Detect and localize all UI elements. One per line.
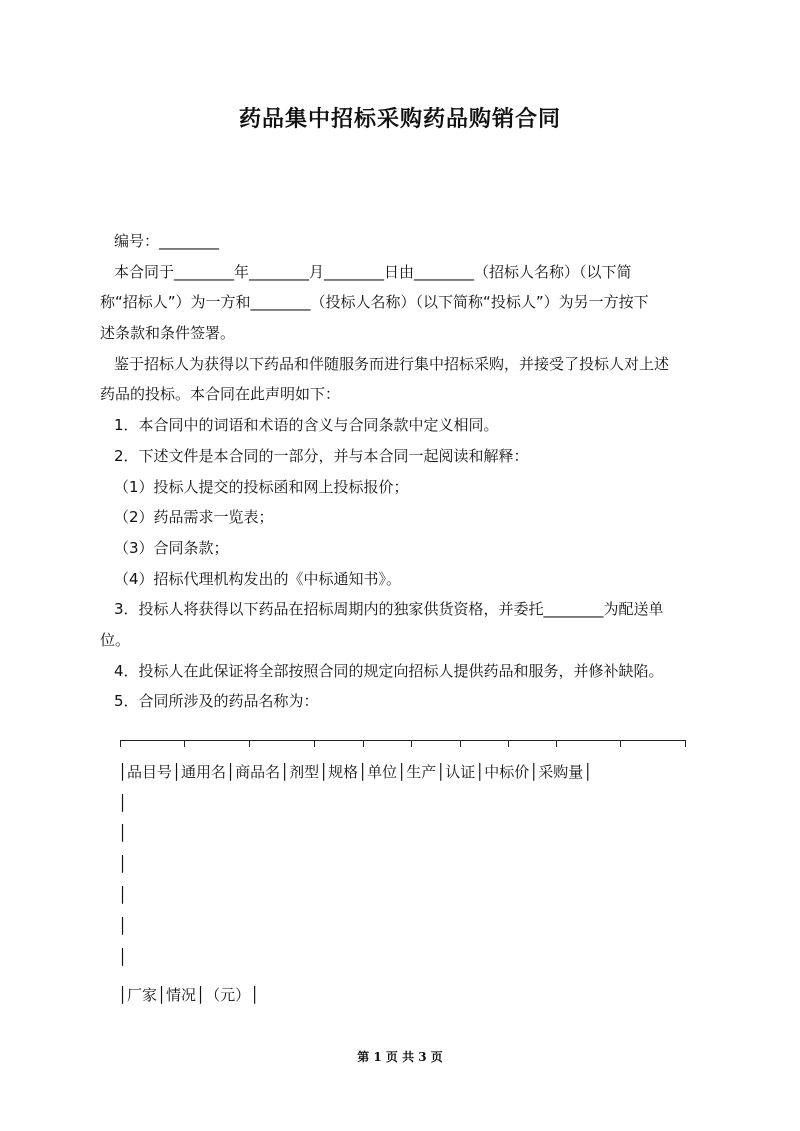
document-title: 药品集中招标采购药品购销合同 bbox=[238, 107, 561, 132]
paragraph-line: 鉴于招标人为获得以下药品和伴随服务而进行集中招标采购，并接受了投标人对上述 bbox=[114, 354, 670, 373]
clause-2-item-3: （3）合同条款； bbox=[114, 538, 229, 557]
table-row: │ bbox=[118, 948, 128, 966]
contract-body bbox=[100, 226, 704, 717]
contract-number-line: 编号：________ bbox=[114, 232, 220, 250]
clause-3: 3．投标人将获得以下药品在招标周期内的独家供货资格，并委托________为配送单 bbox=[114, 600, 664, 619]
paragraph-line: 述条款和条件签署。 bbox=[100, 324, 236, 343]
clause-4: 4．投标人在此保证将全部按照合同的规定向招标人提供药品和服务，并修补缺陷。 bbox=[114, 661, 664, 680]
clause-2-item-4: （4）招标代理机构发出的《中标通知书》。 bbox=[114, 569, 402, 588]
paragraph-line: 称“招标人”）为一方和________（投标人名称）（以下简称“投标人”）为另一方按下 bbox=[100, 293, 649, 312]
table-row: │ bbox=[118, 886, 128, 904]
clause-2-item-1: （1）投标人提交的投标函和网上投标报价； bbox=[114, 477, 409, 496]
table-row: │ bbox=[118, 824, 128, 842]
paragraph-line: 药品的投标。本合同在此声明如下： bbox=[100, 385, 341, 404]
table-last-row: │厂家│情况│（元）│ bbox=[118, 986, 260, 1004]
table-row: │ bbox=[118, 794, 128, 812]
table-row: │ bbox=[118, 917, 128, 935]
clause-3-continued: 位。 bbox=[100, 630, 131, 649]
table-top-border bbox=[120, 738, 686, 746]
clause-2: 2．下述文件是本合同的一部分，并与本合同一起阅读和解释： bbox=[114, 446, 529, 465]
clause-1: 1．本合同中的词语和术语的含义与合同条款中定义相同。 bbox=[114, 416, 499, 435]
clause-5: 5．合同所涉及的药品名称为： bbox=[114, 692, 319, 711]
table-header-row: │品目号│通用名│商品名│剂型│规格│单位│生产│认证│中标价│采购量│ bbox=[118, 763, 593, 781]
page-footer: 第 1 页 共 3 页 bbox=[357, 1050, 443, 1064]
clause-2-item-2: （2）药品需求一览表； bbox=[114, 508, 274, 527]
table-row: │ bbox=[118, 855, 128, 873]
paragraph-line: 本合同于________年________月________日由________（招标人名称）（以下简 bbox=[114, 262, 632, 281]
